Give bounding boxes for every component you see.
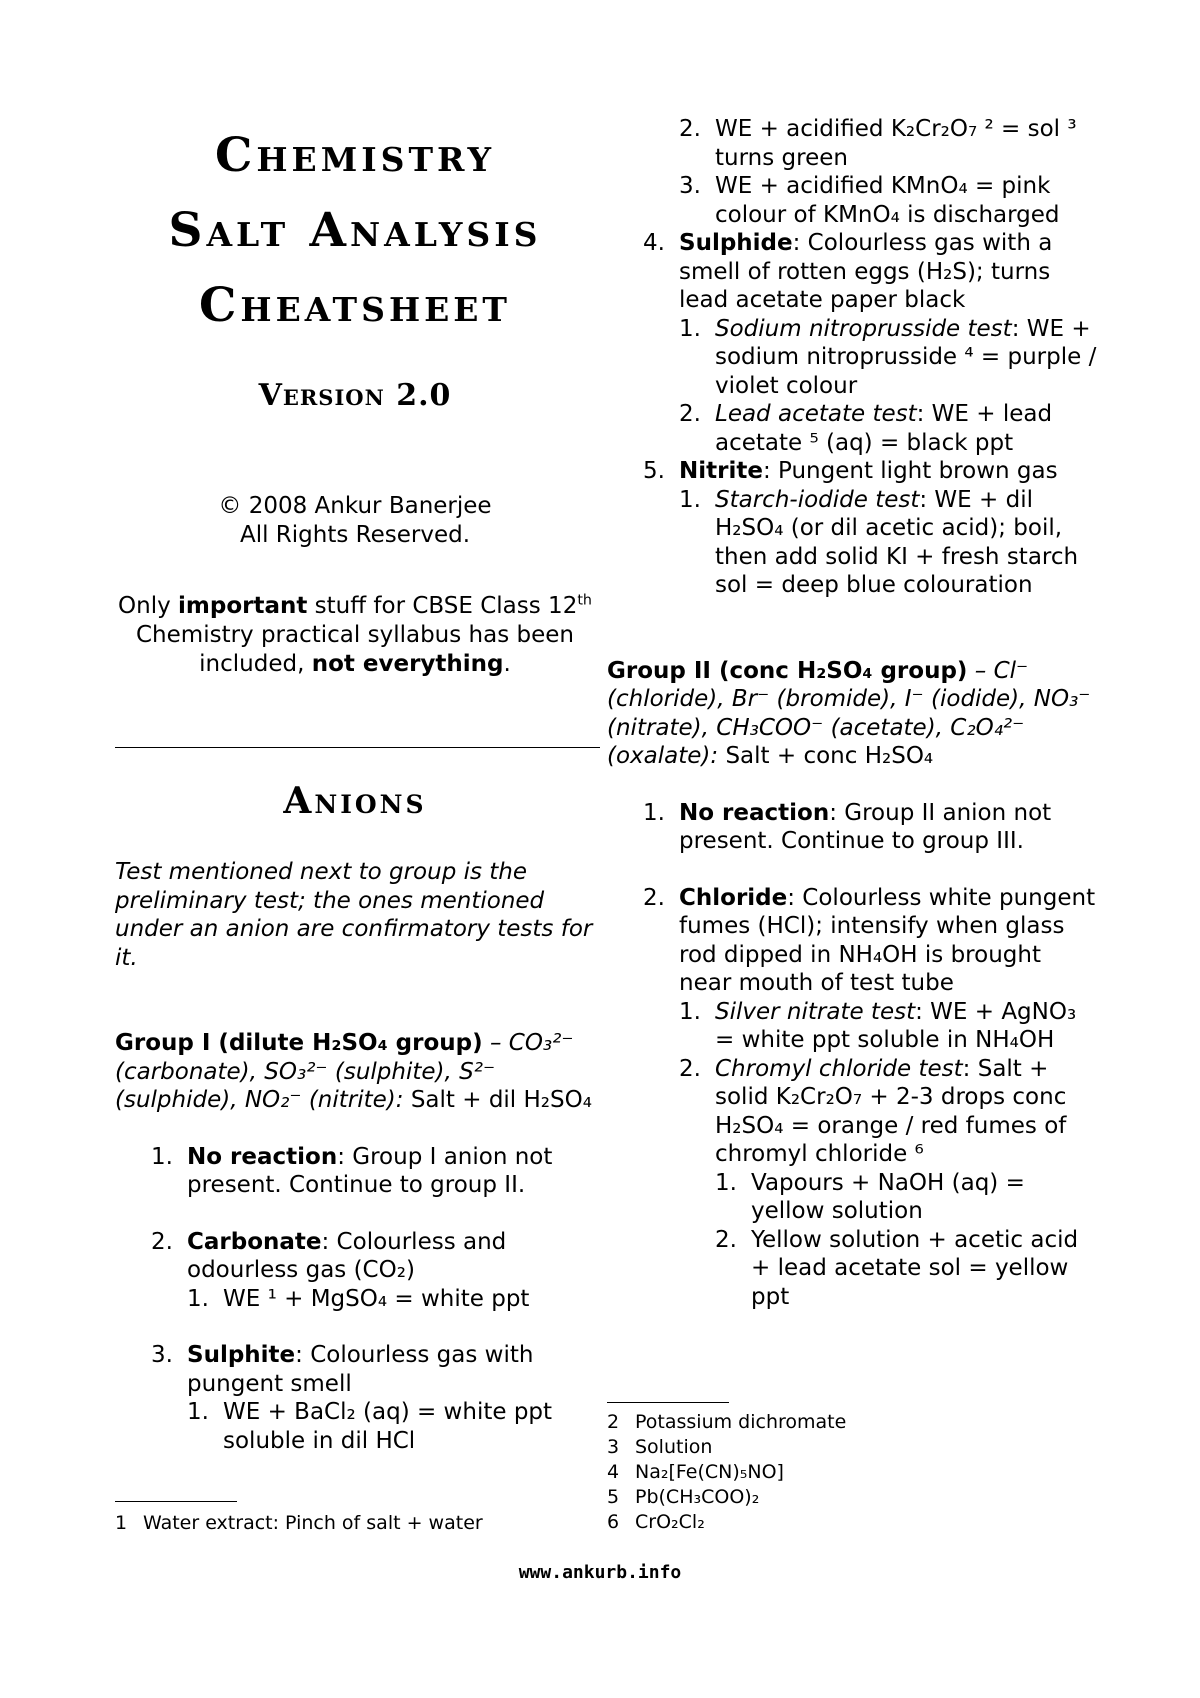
- section-divider: [115, 747, 600, 748]
- item-number: 2.: [679, 401, 701, 427]
- sub-item: [679, 315, 1097, 401]
- item-number: 5.: [643, 458, 665, 484]
- footnotes-right: [607, 1410, 1097, 1535]
- footnote: [607, 1410, 1097, 1435]
- item-number: 1.: [679, 486, 701, 513]
- anion-name: Carbonate: [187, 1228, 322, 1255]
- item-text: : Colourless gas with pungent smell: [187, 1342, 534, 1397]
- version-label: Version 2.0: [258, 378, 452, 413]
- group2-list: [607, 799, 1097, 1312]
- group2-reagent: Salt + conc H₂SO₄: [718, 743, 934, 769]
- footnote-number: 5: [607, 1486, 620, 1508]
- item-text: : WE + sodium nitroprusside ⁴ = purple / violet colour: [715, 315, 1097, 399]
- anions-heading: Anions: [283, 780, 427, 822]
- item-text: : WE + AgNO₃ = white ppt soluble in NH₄OH: [715, 998, 1077, 1053]
- footnote-number: 4: [607, 1461, 620, 1483]
- item-number: 1.: [643, 799, 665, 826]
- item-text: WE + acidified K₂Cr₂O₇ ² = sol ³ turns green: [715, 116, 1077, 171]
- test-label: Starch-iodide test: [715, 486, 920, 513]
- footnote-separator: [607, 1402, 729, 1403]
- footnote-text: CrO₂Cl₂: [635, 1511, 705, 1533]
- item-number: 2.: [643, 884, 665, 911]
- anion-name: Sulphite: [187, 1342, 296, 1368]
- sub-item: [679, 1055, 1097, 1312]
- footnote-separator: [115, 1501, 237, 1502]
- item-text: : Colourless and odourless gas (CO₂): [187, 1228, 507, 1283]
- sub-item: [679, 998, 1097, 1055]
- footnote-text: Potassium dichromate: [635, 1411, 847, 1433]
- item-number: 3.: [679, 173, 701, 199]
- item-text: : Group II anion not present. Continue to group III.: [679, 799, 1052, 854]
- intro-text: Only: [118, 593, 179, 619]
- item-text: : Pungent light brown gas: [762, 458, 1058, 484]
- copyright-block: [115, 492, 595, 550]
- footnote-number: 6: [607, 1511, 620, 1533]
- title-line: Chemistry: [214, 128, 496, 183]
- item-number: 1.: [187, 1285, 209, 1312]
- test-label: Lead acetate test: [715, 401, 917, 427]
- item-number: 2.: [679, 1055, 701, 1082]
- footnote: [607, 1485, 1097, 1510]
- group1-list-continued: [607, 229, 1097, 600]
- group1-reagent: Salt + dil H₂SO₄: [403, 1087, 592, 1113]
- footnotes-left: [115, 1511, 595, 1536]
- copyright-text: © 2008 Ankur Banerjee: [218, 493, 492, 519]
- item-text: : Group I anion not present. Continue to group II.: [187, 1143, 553, 1198]
- right-column: [607, 115, 1097, 1311]
- test-label: Sodium nitroprusside test: [715, 315, 1012, 342]
- footnote-text: Na₂[Fe(CN)₅NO]: [635, 1461, 784, 1483]
- item-text: WE ¹ + MgSO₄ = white ppt: [223, 1285, 530, 1312]
- item-text: : Colourless white pungent fumes (HCl); intensify when glass rod dipped in NH₄OH is brought near mouth of test tube: [679, 884, 1096, 996]
- footnote-text: Water extract: Pinch of salt + water: [143, 1512, 483, 1534]
- footnote-number: 3: [607, 1436, 620, 1458]
- footnote-text: Solution: [635, 1436, 713, 1458]
- page-title: [115, 118, 595, 343]
- footnote-number: 2: [607, 1411, 620, 1433]
- list-item: [643, 229, 1097, 457]
- group2-ions: Cl⁻ (chloride), Br⁻ (bromide), I⁻ (iodide), NO₃⁻ (nitrate), CH₃COO⁻ (acetate), C₂O₄²⁻ (oxalate):: [607, 657, 1091, 769]
- anion-name: Chloride: [679, 884, 788, 911]
- group2-intro: [607, 657, 1097, 771]
- list-item: [151, 1341, 595, 1455]
- intro-bold: not everything: [311, 651, 504, 677]
- anion-name: No reaction: [679, 799, 830, 826]
- group1-ions: CO₃²⁻ (carbonate), SO₃²⁻ (sulphite), S²⁻ (sulphide), NO₂⁻ (nitrite):: [115, 1030, 574, 1113]
- item-number: 1.: [679, 998, 701, 1025]
- item-number: 1.: [715, 1169, 737, 1196]
- item-number: 3.: [151, 1342, 173, 1368]
- item-number: 1.: [187, 1399, 209, 1425]
- sub-item: [187, 1285, 595, 1314]
- footnote-number: 1: [115, 1512, 128, 1534]
- sulphite-continued: [607, 115, 1097, 229]
- sub-sub-item: [715, 1169, 1097, 1226]
- intro-text: Chemistry practical syllabus has been included,: [136, 622, 574, 677]
- anion-name: Nitrite: [679, 458, 763, 484]
- sub-item: [679, 400, 1097, 457]
- list-item: [151, 1143, 595, 1200]
- item-text: : Salt + solid K₂Cr₂O₇ + 2-3 drops conc H₂SO₄ = orange / red fumes of chromyl chloride ⁶: [715, 1055, 1067, 1167]
- item-text: Vapours + NaOH (aq) = yellow solution: [751, 1169, 1025, 1224]
- item-number: 2.: [151, 1228, 173, 1255]
- footnote: [607, 1460, 1097, 1485]
- item-text: : Colourless gas with a smell of rotten eggs (H₂S); turns lead acetate paper black: [679, 230, 1053, 313]
- intro-paragraph: [115, 592, 595, 679]
- item-text: : WE + dil H₂SO₄ (or dil acetic acid); boil, then add solid KI + fresh starch sol = deep blue colouration: [715, 486, 1079, 598]
- item-text: WE + acidified KMnO₄ = pink colour of KMnO₄ is discharged: [715, 173, 1060, 228]
- title-line: Salt Analysis: [168, 203, 542, 258]
- intro-sup: th: [577, 592, 592, 609]
- group2-dash: –: [967, 657, 994, 684]
- list-item: [643, 884, 1097, 1312]
- sub-item: [679, 172, 1097, 229]
- footnote: [607, 1510, 1097, 1535]
- item-number: 2.: [715, 1226, 737, 1253]
- rights-text: All Rights Reserved.: [239, 522, 471, 548]
- list-item: [643, 457, 1097, 600]
- item-text: Yellow solution + acetic acid + lead acetate sol = yellow ppt: [751, 1226, 1079, 1310]
- footnote-text: Pb(CH₃COO)₂: [635, 1486, 760, 1508]
- item-number: 1.: [679, 315, 701, 342]
- sub-item: [187, 1398, 595, 1455]
- sub-sub-item: [715, 1226, 1097, 1312]
- list-item: [151, 1228, 595, 1314]
- group1-list: [115, 1143, 595, 1456]
- left-column: [115, 858, 595, 1455]
- intro-text: stuff for CBSE Class 12: [307, 593, 578, 619]
- sub-item: [679, 486, 1097, 600]
- group1-intro: [115, 1029, 595, 1115]
- website-footer: www.ankurb.info: [518, 1562, 682, 1583]
- item-text: : WE + lead acetate ⁵ (aq) = black ppt: [715, 401, 1053, 456]
- anion-name: No reaction: [187, 1143, 338, 1170]
- anion-name: Sulphide: [679, 230, 793, 256]
- list-item: [643, 799, 1097, 856]
- footnote: [607, 1435, 1097, 1460]
- sub-item: [679, 115, 1097, 172]
- intro-text: .: [503, 651, 511, 677]
- footnote: [115, 1511, 595, 1536]
- group2-heading: Group II (conc H₂SO₄ group): [607, 657, 968, 684]
- intro-bold: important: [178, 593, 308, 619]
- preliminary-note: Test mentioned next to group is the preliminary test; the ones mentioned under an anion are confirmatory tests for it.: [115, 859, 593, 971]
- item-number: 1.: [151, 1143, 173, 1170]
- title-line: Cheatsheet: [199, 278, 511, 333]
- test-label: Silver nitrate test: [715, 998, 916, 1025]
- group1-dash: –: [482, 1030, 509, 1056]
- group1-heading: Group I (dilute H₂SO₄ group): [115, 1030, 483, 1056]
- item-text: WE + BaCl₂ (aq) = white ppt soluble in dil HCl: [223, 1399, 553, 1454]
- item-number: 2.: [679, 116, 701, 142]
- item-number: 4.: [643, 230, 665, 256]
- test-label: Chromyl chloride test: [715, 1055, 963, 1082]
